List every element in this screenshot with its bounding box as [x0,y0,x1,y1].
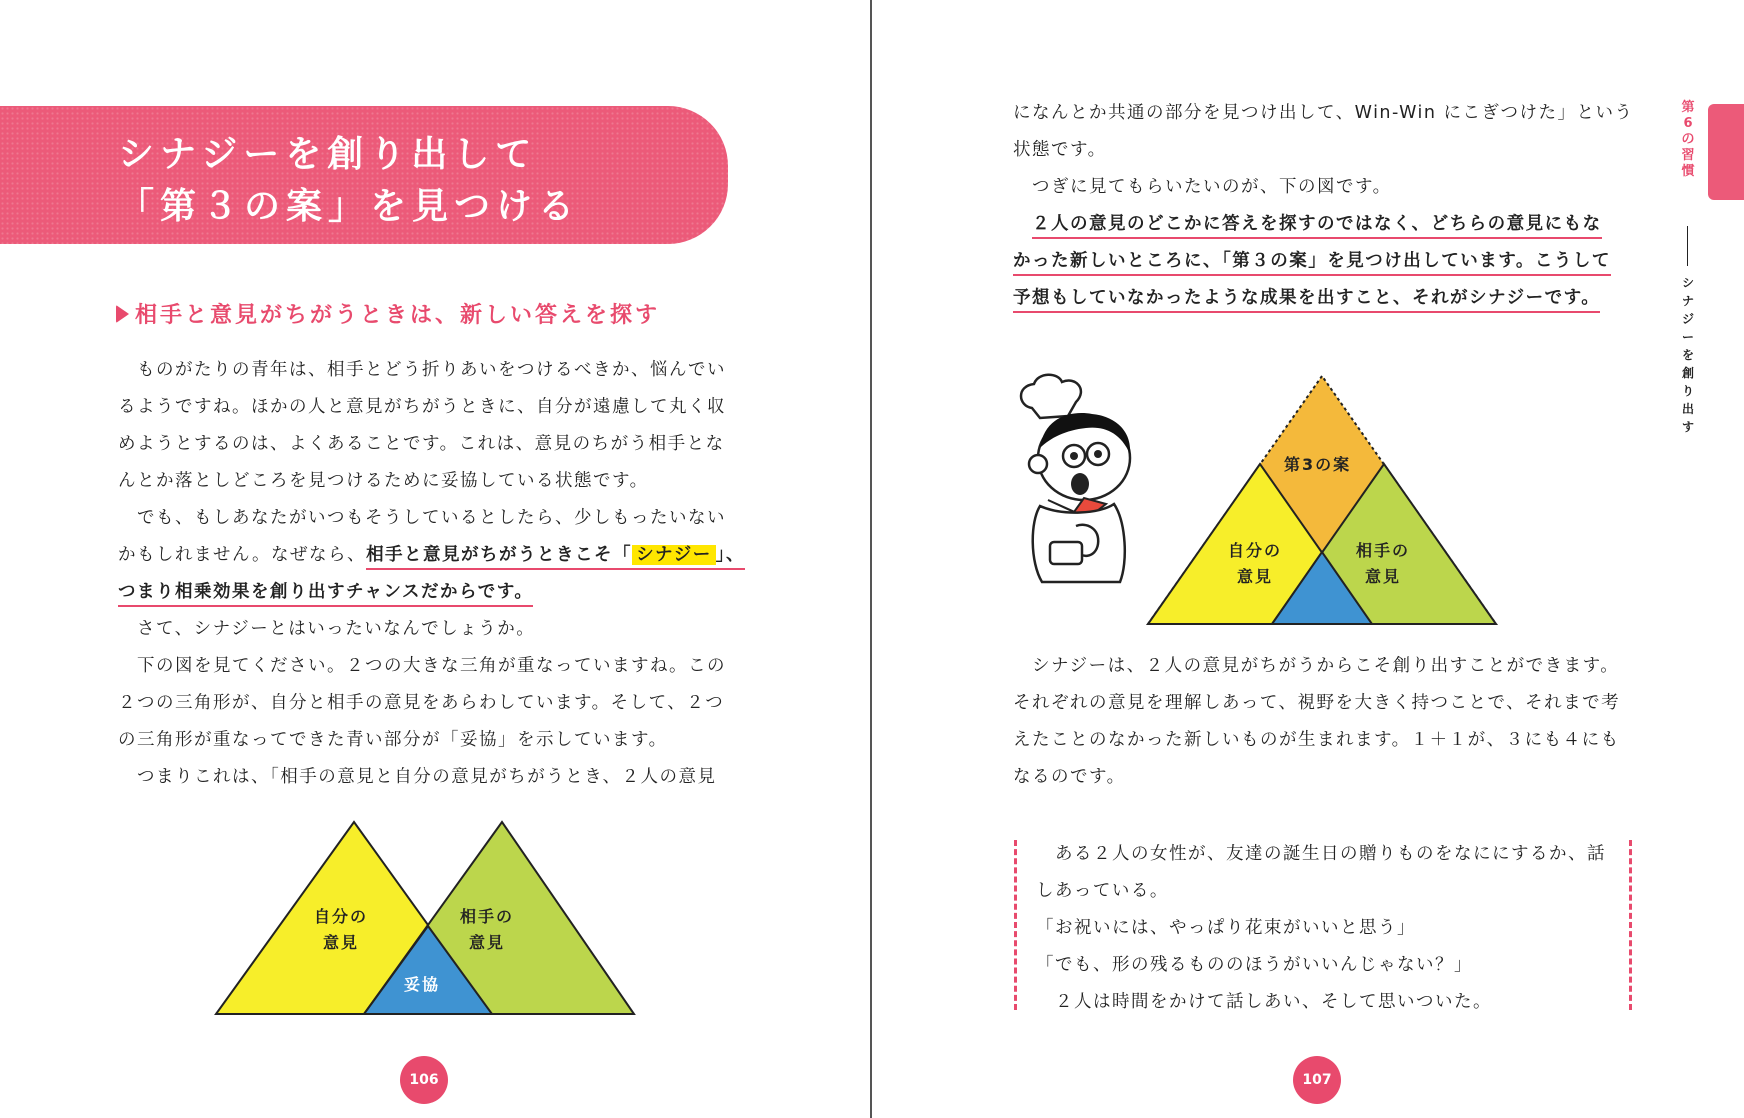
text-line: めようとするのは、よくあることです。これは、意見のちがう相手とな [118,434,725,454]
page-number-right: 107 [1293,1056,1341,1104]
emphasis-text: つまり相乗効果を創り出すチャンスだからです。 [118,582,533,607]
label-line: 相手の [460,907,515,926]
text-line: んとか落としどころを見つけるために妥協している状態です。 [118,471,649,491]
text-line [118,537,745,574]
emphasis-text: 予想もしていなかったような成果を出すこと、それがシナジーです。 [1013,288,1600,313]
title-char: ジ [1681,312,1694,326]
page-number-left: 106 [400,1056,448,1104]
text-line: になんとか共通の部分を見つけ出して、Win-Win にこぎつけた」という [1013,103,1634,123]
text-line: なるのです。 [1013,767,1126,787]
story-text [1036,836,1606,1021]
right-body-text-middle [1013,648,1633,796]
page-title-line-2: 「第３の案」を見つける [118,186,581,227]
text-line [1013,280,1633,317]
chapter-char: 習 [1681,148,1695,163]
page-title-line-1: シナジーを創り出して [118,134,538,175]
text-line: 状態です。 [1013,140,1107,160]
label-line: 意見 [1365,567,1402,586]
text-line-content: つまりこれは、「相手の意見と自分の意見がちがうとき、２人の意見 [137,767,717,787]
chapter-char: 慣 [1681,164,1695,179]
text-line [118,611,730,648]
emphasis-part: 相手と意見がちがうときこそ「 [366,545,633,565]
story-line-content: ２人は時間をかけて話しあい、そして思いついた。 [1055,992,1492,1012]
chapter-label [1678,100,1698,180]
text-line-content: つぎに見てもらいたいのが、下の図です。 [1032,177,1392,197]
text-line [1013,648,1633,685]
story-line: 「お祝いには、やっぱり花束がいいと思う」 [1036,918,1416,938]
highlighted-term: シナジー [632,545,716,565]
label-line: 意見 [323,933,360,952]
chef-svg [1010,372,1160,592]
text-line: ２つの三角形が、自分と相手の意見をあらわしています。そして、２つ [118,693,725,713]
text-line-content: さて、シナジーとはいったいなんでしょうか。 [137,619,536,639]
label-line: 相手の [1356,541,1411,560]
story-line [1036,836,1606,873]
text-line [118,500,730,537]
other-opinion-label [460,904,514,956]
chapter-char: の [1681,132,1695,147]
text-line-content: かもしれません。なぜなら、 [118,545,367,565]
running-title [1678,274,1698,436]
story-line: しあっている。 [1036,881,1169,901]
page-gutter [870,0,872,1118]
third-alternative-diagram [1146,372,1498,628]
text-line: それぞれの意見を理解しあって、視野を大きく持つことで、それまで考 [1013,693,1621,713]
text-line [118,352,730,389]
title-char: シ [1681,276,1694,290]
chapter-index-tab [1708,104,1744,200]
emphasis-part: 」、 [715,545,745,565]
chef-character-illustration-icon [1010,372,1160,592]
title-char: 創 [1681,366,1694,380]
text-line [118,648,730,685]
story-line: 「でも、形の残るもののほうがいいんじゃない？」 [1036,955,1473,975]
title-char: ナ [1681,294,1694,308]
self-opinion-label [314,904,368,956]
label-line: 意見 [1237,567,1274,586]
text-line [118,759,730,796]
label-line: 意見 [469,933,506,952]
title-char: 出 [1681,402,1694,416]
story-line-content: ある２人の女性が、友達の誕生日の贈りものをなににするか、話 [1055,844,1606,864]
text-line-content: ものがたりの青年は、相手とどう折りあいをつけるべきか、悩んでい [137,360,726,380]
third-alternative-label: 第3の案 [1284,455,1352,474]
text-line-content: シナジーは、２人の意見がちがうからこそ創り出すことができます。 [1032,656,1620,676]
emphasis-text: かった新しいところに、「第３の案」を見つけ出しています。こうして [1013,251,1611,276]
title-char: り [1681,384,1694,398]
label-line: 自分の [314,907,369,926]
text-line: えたことのなかった新しいものが生まれます。１＋１が、３にも４にも [1013,730,1620,750]
title-char: を [1681,348,1694,362]
story-line [1036,984,1606,1021]
text-line: の三角形が重なってできた青い部分が「妥協」を示しています。 [118,730,668,750]
title-char: ー [1681,330,1694,344]
text-line-content: 下の図を見てください。２つの大きな三角が重なっていますね。この [137,656,726,676]
text-line [1013,243,1633,280]
pink-triangle-marker-icon [116,305,129,323]
text-line [1013,206,1633,243]
side-divider [1687,226,1688,266]
right-body-text-top [1013,95,1633,317]
third-alternative-svg [1146,372,1498,628]
compromise-diagram [214,818,644,1022]
title-char: す [1681,420,1694,434]
self-opinion-label [1228,538,1282,590]
chapter-char: 第 [1681,100,1695,115]
emphasis-text [366,545,745,570]
left-body-text [118,352,745,796]
text-line [118,574,730,611]
subheading-text: 相手と意見がちがうときは、新しい答えを探す [135,303,661,328]
chapter-char: 6 [1683,116,1693,131]
label-line: 自分の [1228,541,1283,560]
text-line [1013,169,1633,206]
text-line: るようですね。ほかの人と意見がちがうときに、自分が遠慮して丸く収 [118,397,726,417]
emphasis-text: ２人の意見のどこかに答えを探すのではなく、どちらの意見にもな [1032,214,1602,239]
other-opinion-label [1356,538,1410,590]
text-line-content: でも、もしあなたがいつもそうしているとしたら、少しもったいない [137,508,726,528]
compromise-label: 妥協 [404,975,441,994]
section-subheading [116,298,660,329]
